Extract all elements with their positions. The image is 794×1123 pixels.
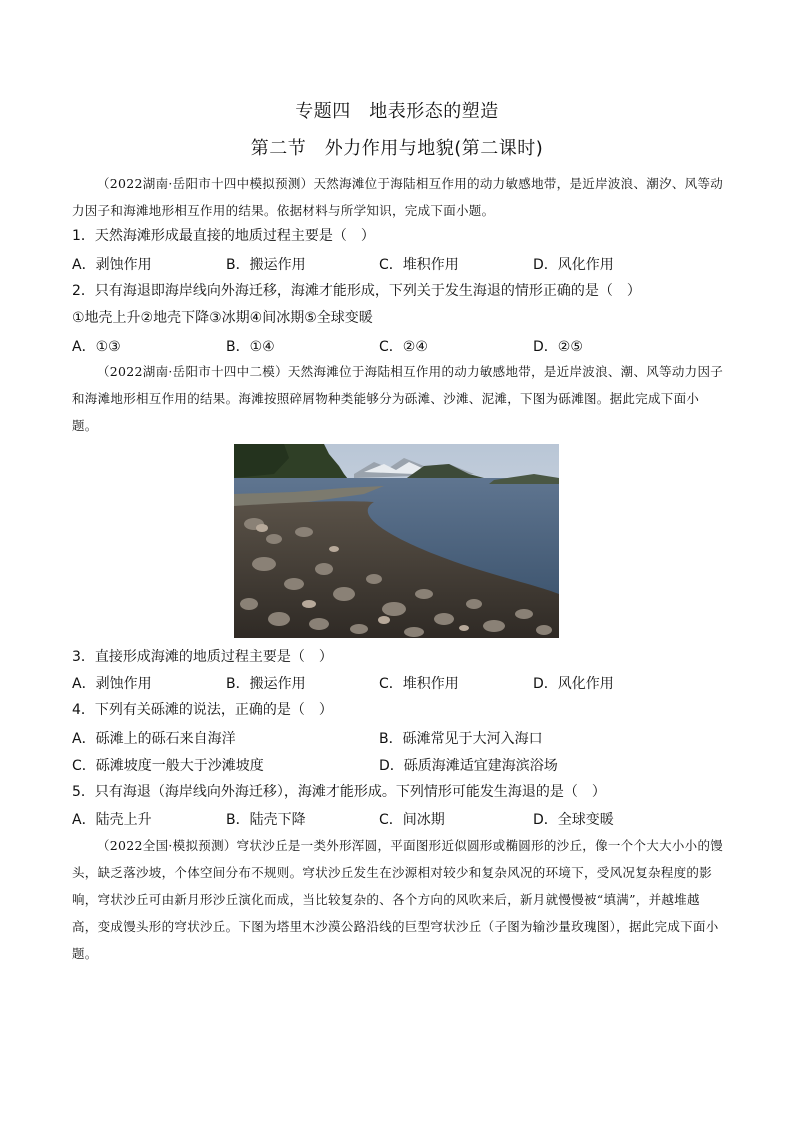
option-a: A．剥蚀作用 bbox=[72, 676, 152, 692]
option-c: C．间冰期 bbox=[379, 812, 445, 828]
gravel-beach-photo bbox=[234, 444, 559, 638]
section3-intro: （2022全国·模拟预测）穹状沙丘是一类外形浑圆，平面图形近似圆形或椭圆形的沙丘，像一个个大大小小的馒头，缺乏落沙坡，个体空间分布不规则。穹状沙丘发生在沙源相对较少和复杂风况的环境下，受风况复杂程度的影响，穹状沙丘可由新月形沙丘演化而成，当比较复杂的、各个方向的风吹来后，新月就慢慢被“填满”，并越堆越高，变成馒头形的穹状沙丘。下图为塔里木沙漠公路沿线的巨型穹状沙丘（子图为输沙量玫瑰图），据此完成下面小题。 bbox=[72, 838, 724, 961]
option-a: A．陆壳上升 bbox=[72, 812, 152, 828]
question-1-options bbox=[72, 254, 712, 274]
question-3-options bbox=[72, 673, 712, 693]
option-d: D．风化作用 bbox=[533, 676, 614, 692]
option-c: C．砾滩坡度一般大于沙滩坡度 bbox=[72, 758, 264, 774]
question-2-options bbox=[72, 336, 712, 356]
question-4-options-row1 bbox=[72, 728, 712, 748]
question-4-stem: 4．下列有关砾滩的说法，正确的是（ ） bbox=[72, 702, 333, 718]
section2-intro: （2022湖南·岳阳市十四中二模）天然海滩位于海陆相互作用的动力敏感地带，是近岸波浪、潮、风等动力因子和海滩地形相互作用的结果。海滩按照碎屑物种类能够分为砾滩、沙滩、泥滩，下图为砾滩图。据此完成下面小题。 bbox=[72, 364, 724, 433]
option-c: C．堆积作用 bbox=[379, 676, 459, 692]
option-a: A．剥蚀作用 bbox=[72, 257, 152, 273]
option-d: D．风化作用 bbox=[533, 257, 614, 273]
page-subtitle: 第二节 外力作用与地貌(第二课时) bbox=[250, 138, 544, 159]
option-b: B．砾滩常见于大河入海口 bbox=[379, 731, 543, 747]
option-a: A．①③ bbox=[72, 339, 121, 355]
option-c: C．堆积作用 bbox=[379, 257, 459, 273]
question-5-options bbox=[72, 809, 712, 829]
question-5-stem: 5．只有海退（海岸线向外海迁移），海滩才能形成。下列情形可能发生海退的是（ ） bbox=[72, 784, 606, 800]
option-a: A．砾滩上的砾石来自海洋 bbox=[72, 731, 236, 747]
page-title: 专题四 地表形态的塑造 bbox=[295, 101, 499, 122]
option-d: D．砾质海滩适宜建海滨浴场 bbox=[379, 758, 558, 774]
question-4-options-row2 bbox=[72, 755, 712, 775]
question-2-choices: ①地壳上升②地壳下降③冰期④间冰期⑤全球变暖 bbox=[72, 310, 373, 326]
option-d: D．全球变暖 bbox=[533, 812, 614, 828]
option-b: B．①④ bbox=[226, 339, 275, 355]
option-d: D．②⑤ bbox=[533, 339, 583, 355]
option-b: B．陆壳下降 bbox=[226, 812, 306, 828]
question-2-stem: 2．只有海退即海岸线向外海迁移，海滩才能形成，下列关于发生海退的情形正确的是（ ） bbox=[72, 283, 641, 299]
option-b: B．搬运作用 bbox=[226, 676, 306, 692]
option-c: C．②④ bbox=[379, 339, 428, 355]
question-3-stem: 3．直接形成海滩的地质过程主要是（ ） bbox=[72, 649, 333, 665]
section1-intro: （2022湖南·岳阳市十四中模拟预测）天然海滩位于海陆相互作用的动力敏感地带，是近岸波浪、潮汐、风等动力因子和海滩地形相互作用的结果。依据材料与所学知识，完成下面小题。 bbox=[72, 176, 724, 218]
question-1-stem: 1．天然海滩形成最直接的地质过程主要是（ ） bbox=[72, 228, 375, 244]
option-b: B．搬运作用 bbox=[226, 257, 306, 273]
